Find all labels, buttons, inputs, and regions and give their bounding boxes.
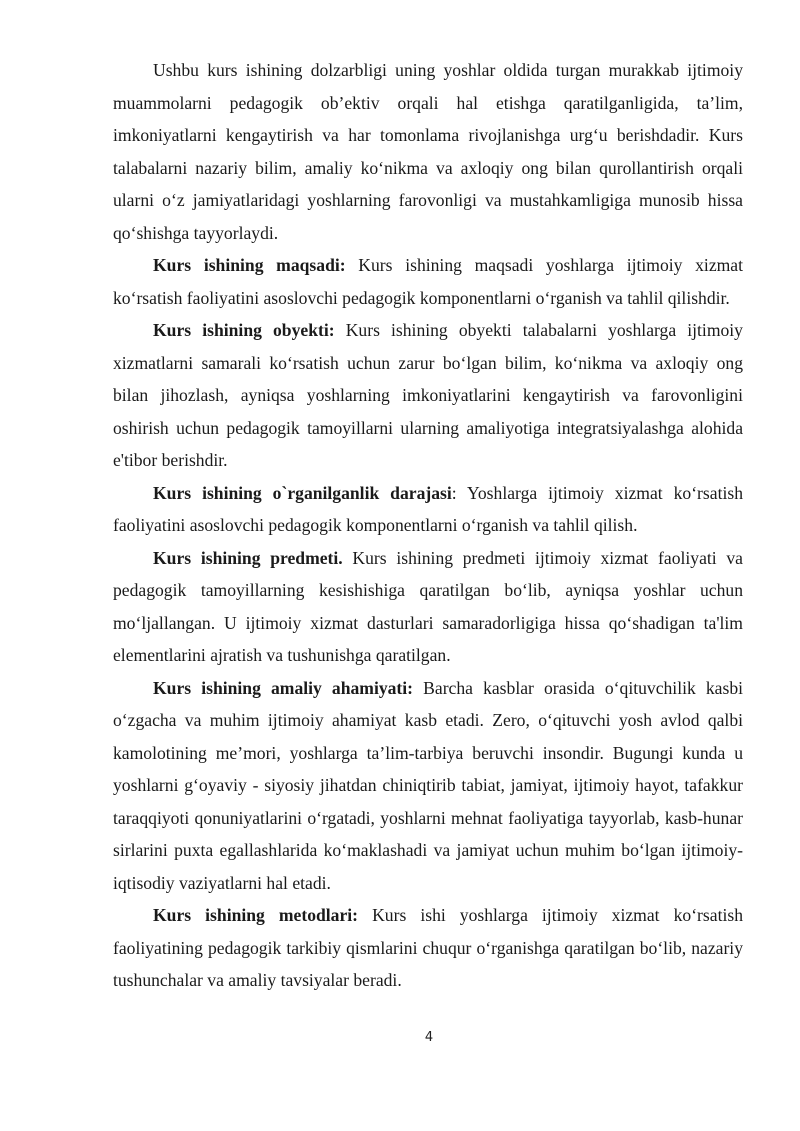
paragraph-text: Ushbu kurs ishining dolzarbligi uning yoshlar oldida turgan murakkab ijtimoiy muammolarni pedagogik ob’ektiv orqali hal etishga qaratilganligida, ta’lim, imkoniyatlarni kengaytirish va har tomonlama rivojlanishga urg‘u berishdadir. Kurs talabalarni nazariy bilim, amaliy ko‘nikma va axloqiy ong bilan qurollantirish orqali ularni o‘z jamiyatlaridagi yoshlarning farovonligi va mustahkamligiga munosib hissa qo‘shishga tayyorlaydi. (113, 60, 743, 243)
paragraph-heading: Kurs ishining metodlari: (153, 905, 359, 925)
paragraph-heading: Kurs ishining obyekti: (153, 320, 335, 340)
paragraph-study-level (113, 477, 743, 542)
paragraph-text: Kurs ishining obyekti talabalarni yoshlarga ijtimoiy xizmatlarni samarali ko‘rsatish uchun zarur bo‘lgan bilim, ko‘nikma va axloqiy ong bilan jihozlash, ayniqsa yoshlarning imkoniyatlarini kengaytirish va farovonligini oshirish uchun pedagogik tamoyillarni ularning amaliyotiga integratsiyalashga alohida e'tibor berishdir. (113, 320, 743, 470)
page-number: 4 (424, 1030, 434, 1045)
paragraph-text: Barcha kasblar orasida o‘qituvchilik kasbi o‘zgacha va muhim ijtimoiy ahamiyat kasb etadi. Zero, o‘qituvchi yosh avlod qalbi kamolotining me’mori, yoshlarga ta’lim-tarbiya beruvchi insondir. Bugungi kunda u yoshlarni g‘oyaviy - siyosiy jihatdan chiniqtirib tabiat, jamiyat, ijtimoiy hayot, tafakkur taraqqiyoti qonuniyatlarini o‘rgatadi, yoshlarni mehnat faoliyatiga tayyorlab, kasb-hunar sirlarini puxta egallashlarida ko‘maklashadi va jamiyat uchun muhim bo‘lgan ijtimoiy-iqtisodiy vaziyatlarni hal etadi. (113, 677, 744, 893)
paragraph-practical-significance (113, 672, 743, 900)
paragraph-text: Kurs ishining maqsadi yoshlarga ijtimoiy xizmat ko‘rsatish faoliyatini asoslovchi pedagogik komponentlarni o‘rganish va tahlil qilishdir. (113, 255, 744, 308)
paragraph-heading: Kurs ishining o`rganilganlik darajasi (153, 482, 452, 503)
paragraph-text: Kurs ishi yoshlarga ijtimoiy xizmat ko‘rsatish faoliyatining pedagogik tarkibiy qismlarini chuqur o‘rganishga qaratilgan bo‘lib, nazariy tushunchalar va amaliy tavsiyalar beradi. (113, 905, 743, 990)
paragraph-text: Kurs ishining predmeti ijtimoiy xizmat faoliyati va pedagogik tamoyillarning kesishishiga qaratilgan bo‘lib, ayniqsa yoshlar uchun mo‘ljallangan. U ijtimoiy xizmat dasturlari samaradorligiga hissa qo‘shadigan ta'lim elementlarini ajratish va tushunishga qaratilgan. (113, 547, 743, 665)
page-body (113, 54, 743, 997)
paragraph-heading: Kurs ishining amaliy ahamiyati: (153, 677, 414, 698)
paragraph-subject (113, 542, 743, 672)
paragraph-goal (113, 249, 743, 314)
paragraph-heading: Kurs ishining predmeti. (153, 547, 343, 568)
paragraph-heading: Kurs ishining maqsadi: (153, 255, 346, 275)
paragraph-text: : Yoshlarga ijtimoiy xizmat ko‘rsatish faoliyatini asoslovchi pedagogik komponentlarni o‘rganish va tahlil qilish. (113, 482, 743, 535)
paragraph-object (113, 314, 743, 477)
paragraph-methods (113, 899, 743, 997)
paragraph-relevance (113, 54, 743, 249)
